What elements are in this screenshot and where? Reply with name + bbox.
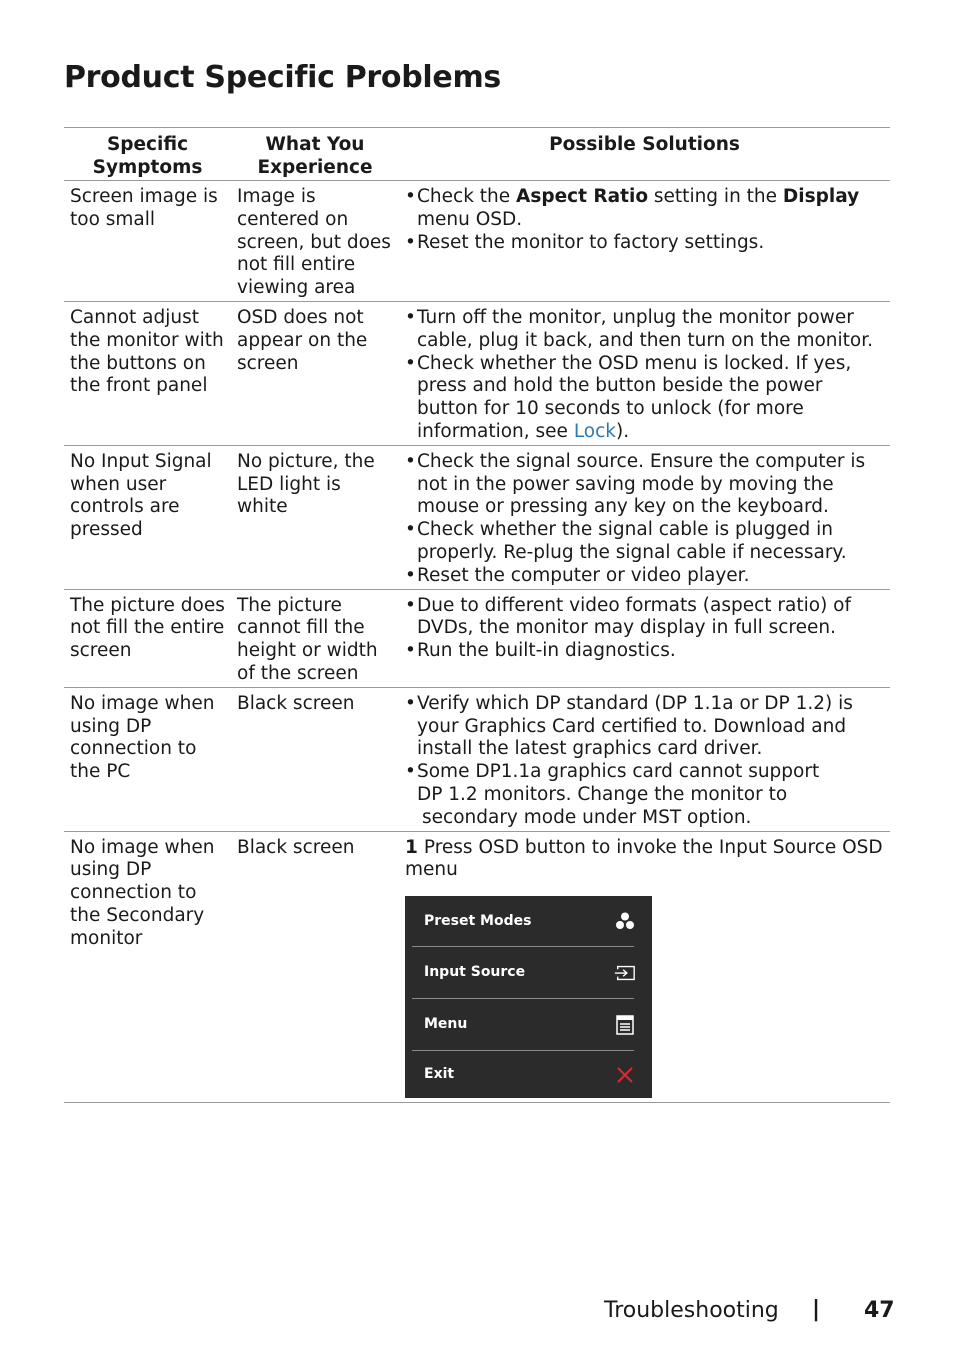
experience-cell: Black screen xyxy=(231,831,399,1103)
osd-item-exit[interactable] xyxy=(412,1051,634,1098)
header-specific-symptoms: Specific Symptoms xyxy=(64,128,231,181)
osd-menu xyxy=(405,896,652,1098)
table-row xyxy=(64,301,890,445)
input-source-icon xyxy=(614,962,636,984)
experience-cell: Black screen xyxy=(231,687,399,831)
exit-x-icon xyxy=(614,1064,636,1086)
menu-icon xyxy=(614,1014,636,1036)
osd-item-label: Exit xyxy=(424,1066,455,1083)
experience-cell: No picture, the LED light is white xyxy=(231,445,399,589)
step-text: Press OSD button to invoke the Input Source OSD menu xyxy=(405,836,883,881)
symptom-cell: No image when using DP connection to the Secondary monitor xyxy=(64,831,231,1103)
table-row xyxy=(64,589,890,687)
osd-item-label: Menu xyxy=(424,1016,468,1033)
symptom-cell: No Input Signal when user controls are pressed xyxy=(64,445,231,589)
table-row xyxy=(64,831,890,1103)
solution-item: • Reset the monitor to factory settings. xyxy=(405,232,884,255)
symptom-cell: Cannot adjust the monitor with the buttons on the front panel xyxy=(64,301,231,445)
page-number: 47 xyxy=(864,1298,895,1323)
page-title: Product Specific Problems xyxy=(64,60,501,95)
solutions-list xyxy=(405,186,884,254)
solution-text: setting in the xyxy=(648,186,783,207)
osd-item-label: Preset Modes xyxy=(424,912,532,929)
footer-section-name: Troubleshooting xyxy=(604,1298,779,1323)
preset-modes-icon xyxy=(614,910,636,932)
solution-item xyxy=(405,186,884,232)
lock-link[interactable]: Lock xyxy=(573,420,617,442)
solution-item: • Reset the computer or video player. xyxy=(405,565,884,588)
symptom-cell: No image when using DP connection to the PC xyxy=(64,687,231,831)
osd-item-input-source[interactable] xyxy=(412,947,634,999)
experience-cell: Image is centered on screen, but does not fill entire viewing area xyxy=(231,181,399,302)
display-term: Display xyxy=(782,186,860,207)
footer-separator: | xyxy=(812,1297,821,1322)
solutions-cell xyxy=(399,301,890,445)
osd-item-menu[interactable] xyxy=(412,999,634,1051)
table-row xyxy=(64,181,890,302)
solution-item: • Due to different video formats (aspect ratio) of DVDs, the monitor may display in full screen. xyxy=(405,595,884,641)
solution-item: • Verify which DP standard (DP 1.1a or DP 1.2) is your Graphics Card certified to. Download and install the latest graphics card driver. xyxy=(405,693,884,761)
header-what-you-experience: What You Experience xyxy=(231,128,399,181)
solution-text: menu OSD. xyxy=(417,208,523,230)
step-1 xyxy=(405,837,884,883)
solution-item: • Check whether the signal cable is plugged in properly. Re-plug the signal cable if necessary. xyxy=(405,519,884,565)
solution-line: DP 1.2 monitors. Change the monitor to xyxy=(417,783,788,805)
solution-item: • Turn off the monitor, unplug the monitor power cable, plug it back, and then turn on the monitor. xyxy=(405,307,884,353)
solutions-cell xyxy=(399,831,890,1103)
solution-line: • Some DP1.1a graphics card cannot support xyxy=(417,761,820,783)
solution-text: ). xyxy=(616,420,630,442)
aspect-ratio-term: Aspect Ratio xyxy=(516,186,649,207)
experience-cell: OSD does not appear on the screen xyxy=(231,301,399,445)
solutions-list xyxy=(405,307,884,444)
solution-item: • Run the built-in diagnostics. xyxy=(405,640,884,663)
page-footer xyxy=(0,1298,954,1328)
solution-text: Check whether the OSD menu is locked. If yes, press and hold the button beside the power button for 10 seconds to unlock (for more information, see xyxy=(417,352,852,442)
solutions-cell xyxy=(399,589,890,687)
table-header-row xyxy=(64,128,890,181)
step-number: 1 xyxy=(405,836,418,858)
solutions-list xyxy=(405,595,884,663)
solution-item xyxy=(405,353,884,444)
solutions-list xyxy=(405,693,884,784)
solution-text: Check the xyxy=(417,186,517,207)
symptom-cell: The picture does not fill the entire screen xyxy=(64,589,231,687)
table-row xyxy=(64,445,890,589)
solutions-cell xyxy=(399,181,890,302)
solution-line: secondary mode under MST option. xyxy=(422,806,752,828)
osd-item-preset-modes[interactable] xyxy=(412,896,634,947)
osd-item-label: Input Source xyxy=(424,964,526,981)
solution-item xyxy=(405,761,884,784)
solutions-cell xyxy=(399,445,890,589)
solutions-list xyxy=(405,451,884,588)
symptom-cell: Screen image is too small xyxy=(64,181,231,302)
solutions-cell xyxy=(399,687,890,831)
solution-item: • Check the signal source. Ensure the computer is not in the power saving mode by moving the mouse or pressing any key on the keyboard. xyxy=(405,451,884,519)
table-row xyxy=(64,687,890,831)
header-possible-solutions: Possible Solutions xyxy=(399,128,890,181)
problems-table xyxy=(64,127,890,1103)
experience-cell: The picture cannot fill the height or width of the screen xyxy=(231,589,399,687)
